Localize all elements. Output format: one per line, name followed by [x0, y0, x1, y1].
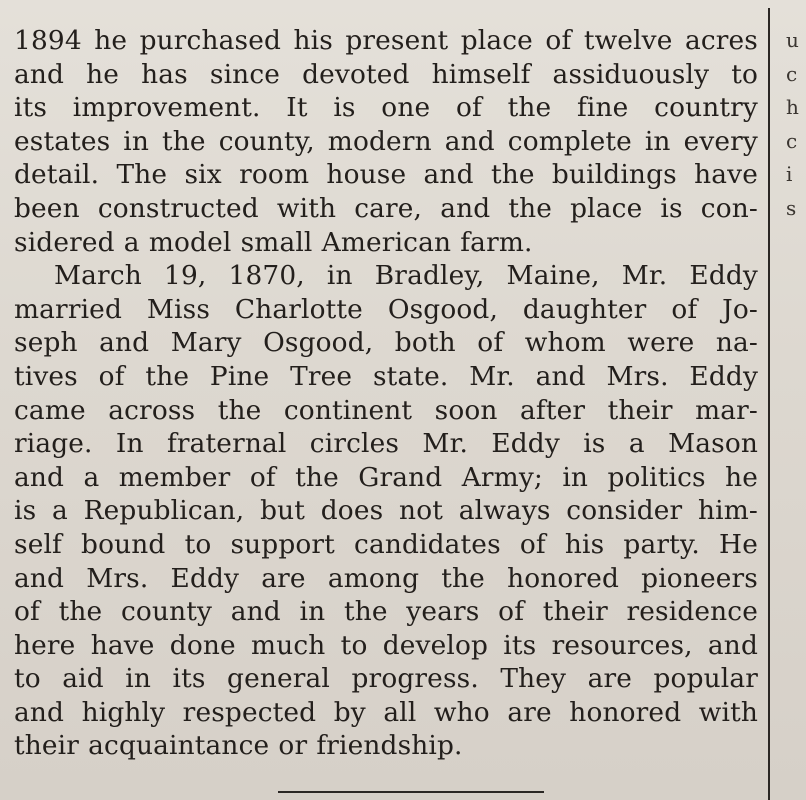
fragment-text: c — [786, 61, 798, 86]
fragment-text: s — [786, 195, 797, 220]
text-line: their acquaintance or friendship. — [14, 730, 463, 762]
fragment-text: c — [786, 128, 798, 153]
text-line: and Mrs. Eddy are among the honored pioneers — [14, 562, 758, 594]
paragraph-1 — [14, 24, 758, 259]
text-line: of the county and in the years of their residence — [14, 596, 758, 628]
text-line: and highly respected by all who are honored with — [14, 696, 758, 728]
fragment-text: i — [786, 162, 793, 187]
text-line: March 19, 1870, in Bradley, Maine, Mr. Eddy — [54, 260, 758, 292]
adjacent-column-fragments — [786, 24, 806, 226]
text-line: 1894 he purchased his present place of twelve acres — [14, 25, 758, 56]
column-divider — [768, 8, 770, 800]
text-line: been constructed with care, and the place is con- — [14, 192, 758, 224]
text-line: riage. In fraternal circles Mr. Eddy is a Mason — [14, 428, 758, 460]
text-line: its improvement. It is one of the fine country — [14, 92, 758, 124]
text-line: and he has since devoted himself assiduously to — [14, 58, 758, 90]
text-line: seph and Mary Osgood, both of whom were na- — [14, 327, 758, 359]
text-line: married Miss Charlotte Osgood, daughter of Jo- — [14, 293, 758, 325]
text-line: self bound to support candidates of his party. He — [14, 528, 758, 560]
text-line: sidered a model small American farm. — [14, 226, 533, 258]
text-line: detail. The six room house and the buildings have — [14, 159, 758, 191]
text-line: estates in the county, modern and complete in every — [14, 125, 758, 157]
text-line: tives of the Pine Tree state. Mr. and Mrs. Eddy — [14, 360, 758, 392]
section-end-rule — [278, 791, 544, 793]
text-line: here have done much to develop its resources, and — [14, 629, 758, 661]
text-line: came across the continent soon after their mar- — [14, 394, 758, 426]
paragraph-2 — [14, 259, 758, 763]
fragment-text: u — [786, 28, 799, 52]
fragment-text: h — [786, 95, 799, 120]
text-line: to aid in its general progress. They are popular — [14, 663, 758, 695]
text-line: is a Republican, but does not always consider him- — [14, 495, 758, 527]
article-column — [14, 24, 758, 763]
text-line: and a member of the Grand Army; in politics he — [14, 461, 758, 493]
